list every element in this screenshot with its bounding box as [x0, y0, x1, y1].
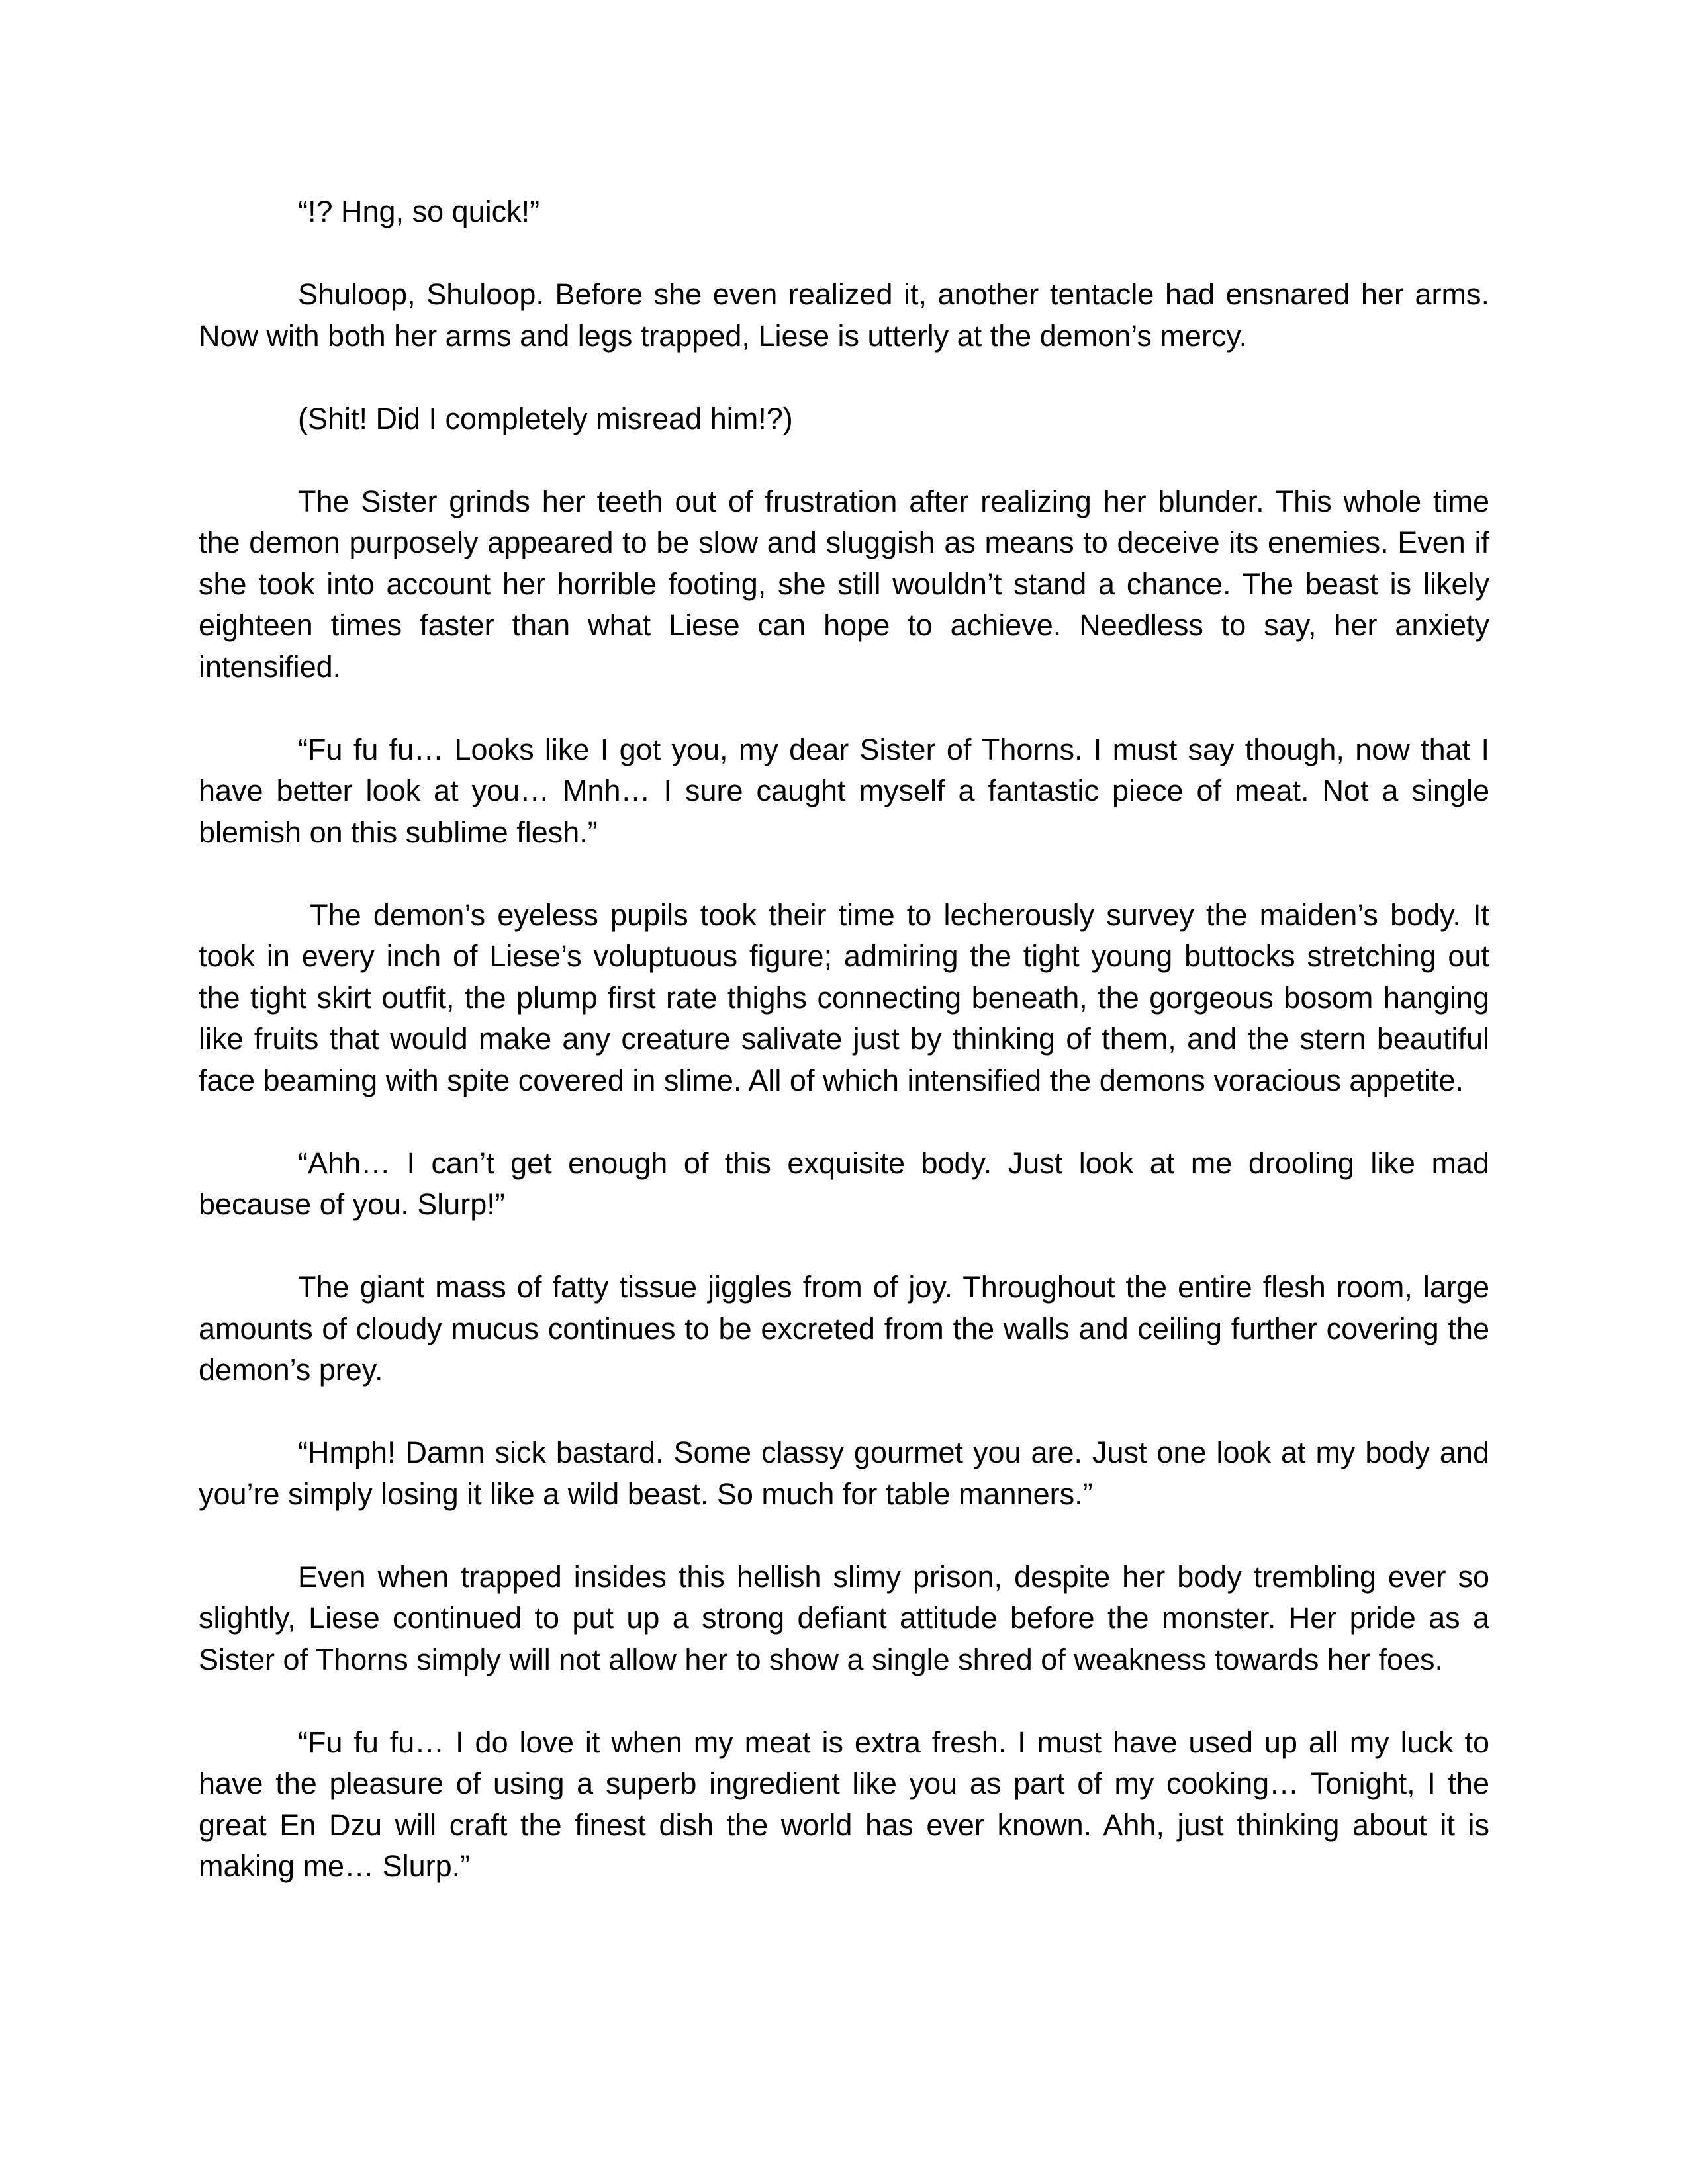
paragraph: “Fu fu fu… Looks like I got you, my dear Sister of Thorns. I must say though, now that I have better look at you… Mnh… I sure caught myself a fantastic piece of meat. Not a single blemish on this sublime flesh.”: [199, 732, 1489, 849]
paragraph: (Shit! Did I completely misread him!?): [298, 401, 793, 435]
paragraph: Even when trapped insides this hellish slimy prison, despite her body trembling ever so slightly, Liese continued to put up a strong defiant attitude before the monster. Her pride as a Sister of Thorns simply will not allow her to show a single shred of weakness towards her foes.: [199, 1559, 1489, 1676]
paragraph: The demon’s eyeless pupils took their time to lecherously survey the maiden’s body. It took in every inch of Liese’s voluptuous figure; admiring the tight young buttocks stretching out the tight skirt outfit, the plump first rate thighs connecting beneath, the gorgeous bosom hanging like fruits that would make any creature salivate just by thinking of them, and the stern beautiful face beaming with spite covered in slime. All of which intensified the demons voracious appetite.: [199, 897, 1489, 1097]
paragraph: “Ahh… I can’t get enough of this exquisite body. Just look at me drooling like mad because of you. Slurp!”: [199, 1146, 1489, 1221]
paragraph: Shuloop, Shuloop. Before she even realized it, another tentacle had ensnared her arms. Now with both her arms and legs trapped, Liese is utterly at the demon’s mercy.: [199, 277, 1489, 353]
paragraph: “Hmph! Damn sick bastard. Some classy gourmet you are. Just one look at my body and you’re simply losing it like a wild beast. So much for table manners.”: [199, 1435, 1489, 1511]
paragraph: “Fu fu fu… I do love it when my meat is extra fresh. I must have used up all my luck to have the pleasure of using a superb ingredient like you as part of my cooking… Tonight, I the great En Dzu will craft the finest dish the world has ever known. Ahh, just thinking about it is making me… Slurp.”: [199, 1725, 1489, 1883]
paragraph: The Sister grinds her teeth out of frustration after realizing her blunder. This whole time the demon purposely appeared to be slow and sluggish as means to deceive its enemies. Even if she took into account her horrible footing, she still wouldn’t stand a chance. The beast is likely eighteen times faster than what Liese can hope to achieve. Needless to say, her anxiety intensified.: [199, 484, 1489, 684]
paragraph: “!? Hng, so quick!”: [298, 195, 540, 228]
paragraph: The giant mass of fatty tissue jiggles from of joy. Throughout the entire flesh room, large amounts of cloudy mucus continues to be excreted from the walls and ceiling further covering the demon’s prey.: [199, 1270, 1489, 1387]
